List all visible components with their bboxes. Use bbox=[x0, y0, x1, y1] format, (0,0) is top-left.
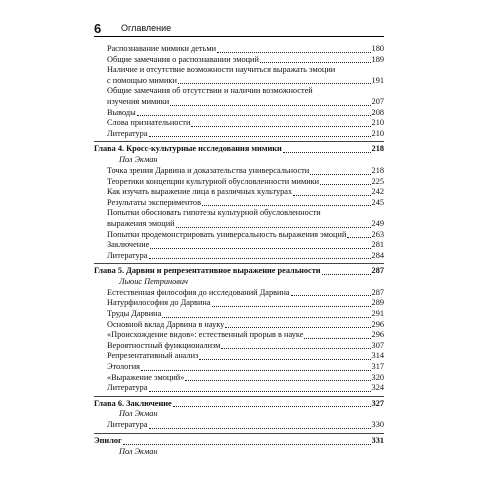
toc-entry-title: «Происхождение видов»: естественный прорыв в науке bbox=[107, 330, 304, 340]
toc-entry bbox=[94, 118, 384, 129]
dot-leader bbox=[212, 306, 371, 307]
toc-entry bbox=[94, 177, 384, 188]
dot-leader bbox=[170, 105, 370, 106]
running-title: Оглавление bbox=[121, 23, 172, 33]
page-ref: 287 bbox=[371, 266, 384, 276]
toc-entry-line bbox=[107, 187, 384, 198]
dot-leader bbox=[310, 174, 370, 175]
chapter-author: Пол Экман bbox=[119, 446, 158, 456]
toc-entry-line bbox=[94, 144, 384, 155]
page-ref: 245 bbox=[371, 197, 384, 207]
dot-leader bbox=[199, 359, 370, 360]
toc-entry-title: Глава 6. Заключение bbox=[94, 398, 172, 408]
toc-entry-title: Естественная философия до исследований Дарвина bbox=[107, 287, 290, 297]
dot-leader bbox=[149, 428, 371, 429]
toc-entry-title: Глава 4. Кросс-культурные исследования мимики bbox=[94, 144, 282, 154]
chapter-author: Пол Экман bbox=[119, 154, 158, 164]
page-ref: 331 bbox=[371, 436, 384, 445]
table-of-contents bbox=[94, 44, 384, 458]
toc-entry-title: Литература bbox=[107, 420, 148, 430]
page-ref: 330 bbox=[371, 420, 384, 430]
toc-entry-title: Литература bbox=[107, 383, 148, 393]
header-rule bbox=[94, 36, 384, 37]
toc-entry-title: Эпилог bbox=[94, 436, 122, 445]
toc-entry-title: Вероятностный функционализм bbox=[107, 340, 221, 350]
page-ref: 263 bbox=[371, 229, 384, 239]
toc-entry-line bbox=[107, 373, 384, 384]
dot-leader bbox=[149, 136, 371, 137]
section-divider bbox=[94, 396, 384, 397]
dot-leader bbox=[149, 391, 371, 392]
toc-entry-title: Репрезентативный анализ bbox=[107, 351, 199, 361]
page-ref: 317 bbox=[371, 362, 384, 372]
toc-entry bbox=[94, 420, 384, 431]
dot-leader bbox=[191, 126, 370, 127]
toc-entry-line bbox=[107, 240, 384, 251]
toc-entry bbox=[94, 44, 384, 55]
dot-leader bbox=[162, 317, 370, 318]
toc-entry-line bbox=[107, 44, 384, 55]
chapter-author: Пол Экман bbox=[119, 409, 158, 419]
dot-leader bbox=[320, 184, 370, 185]
toc-entry-title: Слова признательности bbox=[107, 118, 191, 128]
page-ref: 218 bbox=[371, 144, 384, 154]
toc-entry bbox=[94, 166, 384, 177]
toc-entry-line bbox=[107, 288, 384, 299]
toc-chapter bbox=[94, 436, 384, 447]
toc-entry bbox=[94, 230, 384, 241]
page-ref: 296 bbox=[371, 330, 384, 340]
toc-entry bbox=[94, 129, 384, 140]
page-ref: 210 bbox=[371, 118, 384, 128]
page-ref: 324 bbox=[371, 383, 384, 393]
dot-leader bbox=[260, 62, 371, 63]
toc-entry bbox=[94, 55, 384, 66]
dot-leader bbox=[150, 248, 370, 249]
toc-entry bbox=[94, 362, 384, 373]
toc-entry bbox=[94, 240, 384, 251]
page-ref: 307 bbox=[371, 340, 384, 350]
toc-entry-title: Точка зрения Дарвина и доказательства универсальности bbox=[107, 165, 310, 175]
page-ref: 242 bbox=[371, 187, 384, 197]
chapter-author: Льюис Петринович bbox=[119, 276, 188, 286]
section-divider bbox=[94, 141, 384, 142]
page-ref: 207 bbox=[371, 96, 384, 106]
toc-entry-line bbox=[107, 177, 384, 188]
toc-entry-title: Распознавание мимики детьми bbox=[107, 44, 217, 53]
toc-entry-title: Этология bbox=[107, 362, 140, 372]
toc-entry bbox=[94, 383, 384, 394]
toc-entry bbox=[94, 65, 384, 86]
dot-leader bbox=[221, 348, 370, 349]
toc-entry-title: Труды Дарвина bbox=[107, 309, 162, 319]
toc-chapter bbox=[94, 144, 384, 155]
toc-entry-line bbox=[107, 298, 384, 309]
dot-leader bbox=[347, 237, 370, 238]
section-divider bbox=[94, 263, 384, 264]
page-ref: 296 bbox=[371, 319, 384, 329]
toc-entry-title: Общие замечания о распознавании эмоций bbox=[107, 54, 259, 64]
page-ref: 210 bbox=[371, 128, 384, 138]
toc-entry bbox=[94, 320, 384, 331]
toc-entry-line bbox=[107, 118, 384, 129]
toc-entry bbox=[94, 288, 384, 299]
toc-entry-title: Основной вклад Дарвина в науку bbox=[107, 319, 225, 329]
toc-entry-line bbox=[107, 198, 384, 209]
toc-entry bbox=[94, 208, 384, 229]
dot-leader bbox=[202, 205, 371, 206]
toc-entry-line bbox=[107, 76, 384, 87]
toc-entry-line bbox=[94, 399, 384, 410]
toc-entry-title: Натурфилософия до Дарвина bbox=[107, 298, 211, 308]
toc-entry-title-line: выражения эмоций bbox=[107, 218, 175, 228]
page-ref: 314 bbox=[371, 351, 384, 361]
toc-entry bbox=[94, 251, 384, 262]
page-ref: 320 bbox=[371, 372, 384, 382]
toc-entry bbox=[94, 330, 384, 341]
toc-entry bbox=[94, 187, 384, 198]
dot-leader bbox=[141, 370, 371, 371]
section-divider bbox=[94, 433, 384, 434]
page-ref: 281 bbox=[371, 240, 384, 250]
page-ref: 191 bbox=[371, 75, 384, 85]
toc-entry bbox=[94, 86, 384, 107]
dot-leader bbox=[291, 295, 371, 296]
dot-leader bbox=[149, 258, 371, 259]
toc-entry-line bbox=[107, 362, 384, 373]
page-ref: 289 bbox=[371, 298, 384, 308]
toc-entry-line bbox=[107, 383, 384, 394]
toc-entry bbox=[94, 351, 384, 362]
toc-entry-line bbox=[94, 266, 384, 277]
toc-entry-line bbox=[107, 341, 384, 352]
toc-entry-title: Литература bbox=[107, 128, 148, 138]
toc-entry-title: Как изучать выражение лица в различных культурах bbox=[107, 187, 293, 197]
toc-entry-line bbox=[107, 420, 384, 431]
dot-leader bbox=[225, 327, 370, 328]
toc-entry-title: Литература bbox=[107, 250, 148, 260]
toc-entry-title-line: изучения мимики bbox=[107, 96, 170, 106]
toc-entry-title: Выводы bbox=[107, 107, 136, 117]
toc-entry-line bbox=[107, 230, 384, 241]
toc-entry-title: «Выражение эмоций» bbox=[107, 372, 185, 382]
page-ref: 218 bbox=[371, 165, 384, 175]
dot-leader bbox=[322, 274, 371, 275]
toc-entry-line bbox=[107, 97, 384, 108]
toc-entry-title: Глава 5. Дарвин и репрезентативное выражение реальности bbox=[94, 266, 321, 276]
toc-entry-line bbox=[107, 166, 384, 177]
toc-entry-title: Теоретики концепции культурной обусловленности мимики bbox=[107, 176, 320, 186]
toc-entry-title-line: с помощью мимики bbox=[107, 75, 177, 85]
toc-entry bbox=[94, 108, 384, 119]
page-ref: 327 bbox=[371, 398, 384, 408]
toc-entry-line bbox=[107, 55, 384, 66]
toc-entry-line bbox=[107, 129, 384, 140]
toc-entry-line bbox=[107, 108, 384, 119]
page-ref: 180 bbox=[371, 44, 384, 53]
toc-entry-line bbox=[94, 436, 384, 447]
dot-leader bbox=[178, 83, 371, 84]
toc-entry-title-line: Наличие и отсутствие возможности научиться выражать эмоции bbox=[107, 65, 336, 75]
dot-leader bbox=[304, 338, 370, 339]
toc-entry-line bbox=[107, 330, 384, 341]
page-ref: 208 bbox=[371, 107, 384, 117]
toc-entry-title: Попытки продемонстрировать универсальность выражения эмоций bbox=[107, 229, 347, 239]
toc-entry bbox=[94, 198, 384, 209]
page-ref: 225 bbox=[371, 176, 384, 186]
toc-entry-line bbox=[107, 351, 384, 362]
toc-entry-line bbox=[107, 219, 384, 230]
toc-entry bbox=[94, 341, 384, 352]
dot-leader bbox=[123, 444, 371, 445]
page-ref: 189 bbox=[371, 54, 384, 64]
toc-entry bbox=[94, 298, 384, 309]
page-ref: 291 bbox=[371, 309, 384, 319]
toc-entry-title: Результаты экспериментов bbox=[107, 197, 201, 207]
page-ref: 284 bbox=[371, 250, 384, 260]
page-ref: 249 bbox=[371, 218, 384, 228]
dot-leader bbox=[137, 115, 371, 116]
dot-leader bbox=[217, 52, 371, 53]
toc-entry-line bbox=[107, 320, 384, 331]
toc-chapter bbox=[94, 399, 384, 410]
dot-leader bbox=[185, 380, 370, 381]
toc-entry-title-line: Общие замечания об отсутствии и наличии возможностей bbox=[107, 86, 313, 96]
toc-chapter bbox=[94, 266, 384, 277]
toc-entry-line bbox=[107, 251, 384, 262]
toc-entry-line bbox=[107, 309, 384, 320]
dot-leader bbox=[293, 195, 370, 196]
toc-entry bbox=[94, 309, 384, 320]
page-ref: 287 bbox=[371, 287, 384, 297]
toc-entry-title-line: Попытки обосновать гипотезы культурной обусловленности bbox=[107, 208, 321, 218]
dot-leader bbox=[176, 227, 371, 228]
dot-leader bbox=[173, 406, 371, 407]
page-number: 6 bbox=[94, 21, 102, 36]
dot-leader bbox=[283, 152, 371, 153]
toc-entry bbox=[94, 373, 384, 384]
toc-entry-title: Заключение bbox=[107, 240, 150, 250]
